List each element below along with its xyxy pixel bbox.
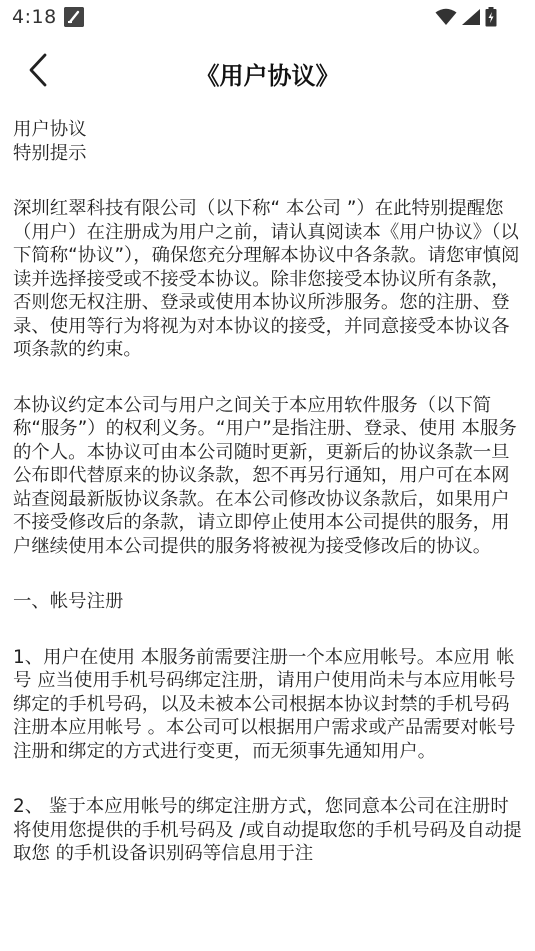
section-title: 一、帐号注册	[13, 591, 124, 612]
battery-icon	[485, 7, 497, 27]
cellular-signal-icon	[461, 8, 481, 26]
status-icons	[435, 6, 497, 28]
agreement-paragraph: 深圳红翠科技有限公司（以下称“ 本公司 ”）在此特别提醒您（用户）在注册成为用户之前，请认真阅读本《用户协议》（以下简称“协议”），确保您充分理解本协议中各条款。请您审慎阅读并选择接受或不接受本协议。除非您接受本协议所有条款，否则您无权注册、登录或使用本协议所涉服务。您的注册、登录、使用等行为将视为对本协议的接受，并同意接受本协议各项条款的约束。	[13, 198, 520, 360]
section-item: 2、 鉴于本应用帐号的绑定注册方式，您同意本公司在注册时将使用您提供的手机号码及 /或自动提取您的手机号码及自动提取您 的手机设备识别码等信息用于注	[13, 796, 522, 864]
status-bar	[0, 0, 535, 36]
agreement-content[interactable]	[13, 118, 525, 889]
document-subheading: 特别提示	[13, 142, 87, 164]
agreement-paragraph: 本协议约定本公司与用户之间关于本应用软件服务（以下简称“服务”）的权利义务。“用户”是指注册、登录、使用 本服务的个人。本协议可由本公司随时更新，更新后的协议条款一旦公布即代替原来的协议条款，恕不再另行通知，用户可在本网站查阅最新版协议条款。在本公司修改协议条款后，如果用户不接受修改后的条款，请立即停止使用本公司提供的服务，用户继续使用本公司提供的服务将被视为接受修改后的协议。	[13, 394, 517, 557]
status-time: 4:18	[12, 6, 57, 28]
app-bar	[0, 36, 535, 112]
notification-app-icon	[64, 7, 84, 27]
wifi-icon	[435, 8, 457, 26]
page-title: 《用户协议》	[195, 62, 340, 90]
section-item: 1、用户在使用 本服务前需要注册一个本应用帐号。本应用 帐号 应当使用手机号码绑定注册，请用户使用尚未与本应用帐号绑定的手机号码，以及未被本公司根据本协议封禁的手机号码注册本应用帐号 。本公司可以根据用户需求或产品需要对帐号注册和绑定的方式进行变更，而无须事先通知用户。	[13, 646, 516, 762]
document-heading: 用户协议	[13, 119, 87, 140]
